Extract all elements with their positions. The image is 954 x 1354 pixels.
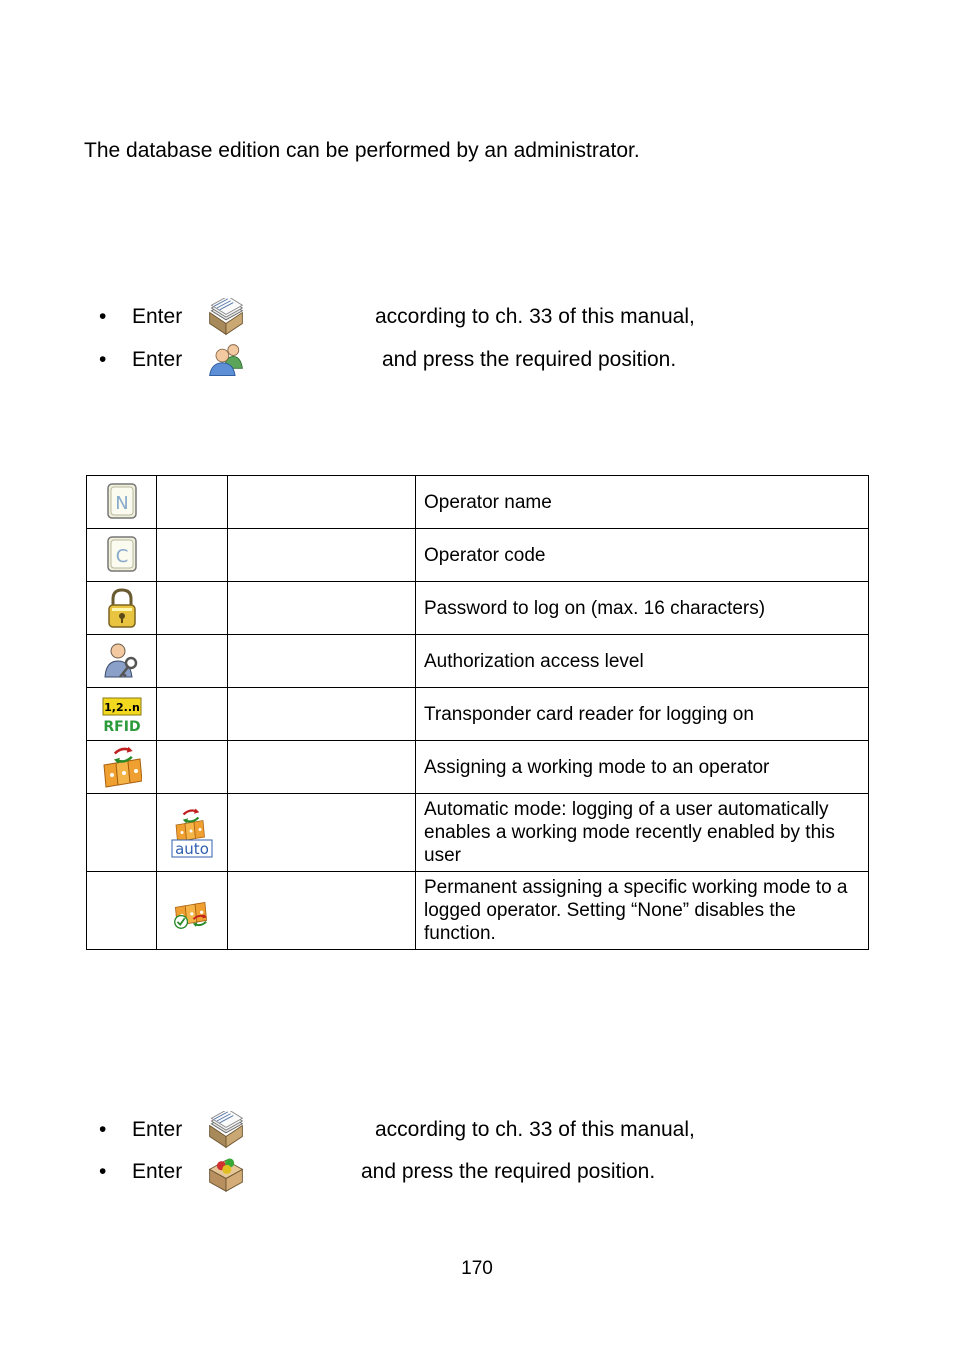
table-row (87, 794, 869, 872)
intro-text: The database edition can be performed by an administrator. (84, 139, 640, 162)
working-mode-icon (102, 745, 142, 789)
products-box-icon[interactable] (204, 1153, 248, 1193)
operator-code-icon (102, 533, 142, 577)
step-text: and press the required position. (361, 1160, 656, 1183)
bullet: • (99, 348, 107, 371)
password-lock-icon (102, 586, 142, 630)
enter-label: Enter (132, 1160, 183, 1183)
enter-label: Enter (132, 305, 183, 328)
table-row (87, 688, 869, 741)
permanent-mode-icon (172, 889, 212, 933)
auto-label: auto (175, 839, 209, 858)
database-icon[interactable] (204, 298, 248, 338)
step-enter-database (0, 1111, 954, 1151)
step-enter-users (0, 341, 954, 381)
svg-text:N: N (114, 493, 129, 514)
row-description: Authorization access level (416, 635, 869, 688)
bullet: • (99, 1160, 107, 1183)
row-description: Password to log on (max. 16 characters) (416, 582, 869, 635)
rfid-bottom-label: RFID (102, 719, 141, 735)
step-text: according to ch. 33 of this manual, (375, 305, 695, 328)
table-row (87, 582, 869, 635)
bullet: • (99, 1118, 107, 1141)
enter-label: Enter (132, 348, 183, 371)
enter-label: Enter (132, 1118, 183, 1141)
database-icon[interactable] (204, 1111, 248, 1151)
users-icon[interactable] (204, 341, 248, 381)
access-level-icon (102, 639, 142, 683)
page-number: 170 (461, 1258, 493, 1279)
step-enter-database (0, 298, 954, 338)
table-row (87, 741, 869, 794)
operator-parameters-table (86, 475, 869, 950)
table-row (87, 635, 869, 688)
bullet: • (99, 305, 107, 328)
step-enter-products (0, 1153, 954, 1193)
row-description: Operator code (416, 529, 869, 582)
row-description: Operator name (416, 476, 869, 529)
rfid-top-label: 1,2..n (103, 701, 140, 714)
svg-text:C: C (115, 546, 128, 567)
auto-mode-icon (170, 807, 214, 859)
table-row (87, 529, 869, 582)
step-text: and press the required position. (382, 348, 677, 371)
table-row (87, 476, 869, 529)
row-description: Automatic mode: logging of a user automatically enables a working mode recently enabled by this user (416, 794, 869, 872)
row-description: Transponder card reader for logging on (416, 688, 869, 741)
table-row (87, 872, 869, 950)
row-description: Assigning a working mode to an operator (416, 741, 869, 794)
step-text: according to ch. 33 of this manual, (375, 1118, 695, 1141)
operator-name-icon (102, 480, 142, 524)
row-description: Permanent assigning a specific working mode to a logged operator. Setting “None” disables the function. (416, 872, 869, 950)
rfid-icon (102, 692, 142, 736)
